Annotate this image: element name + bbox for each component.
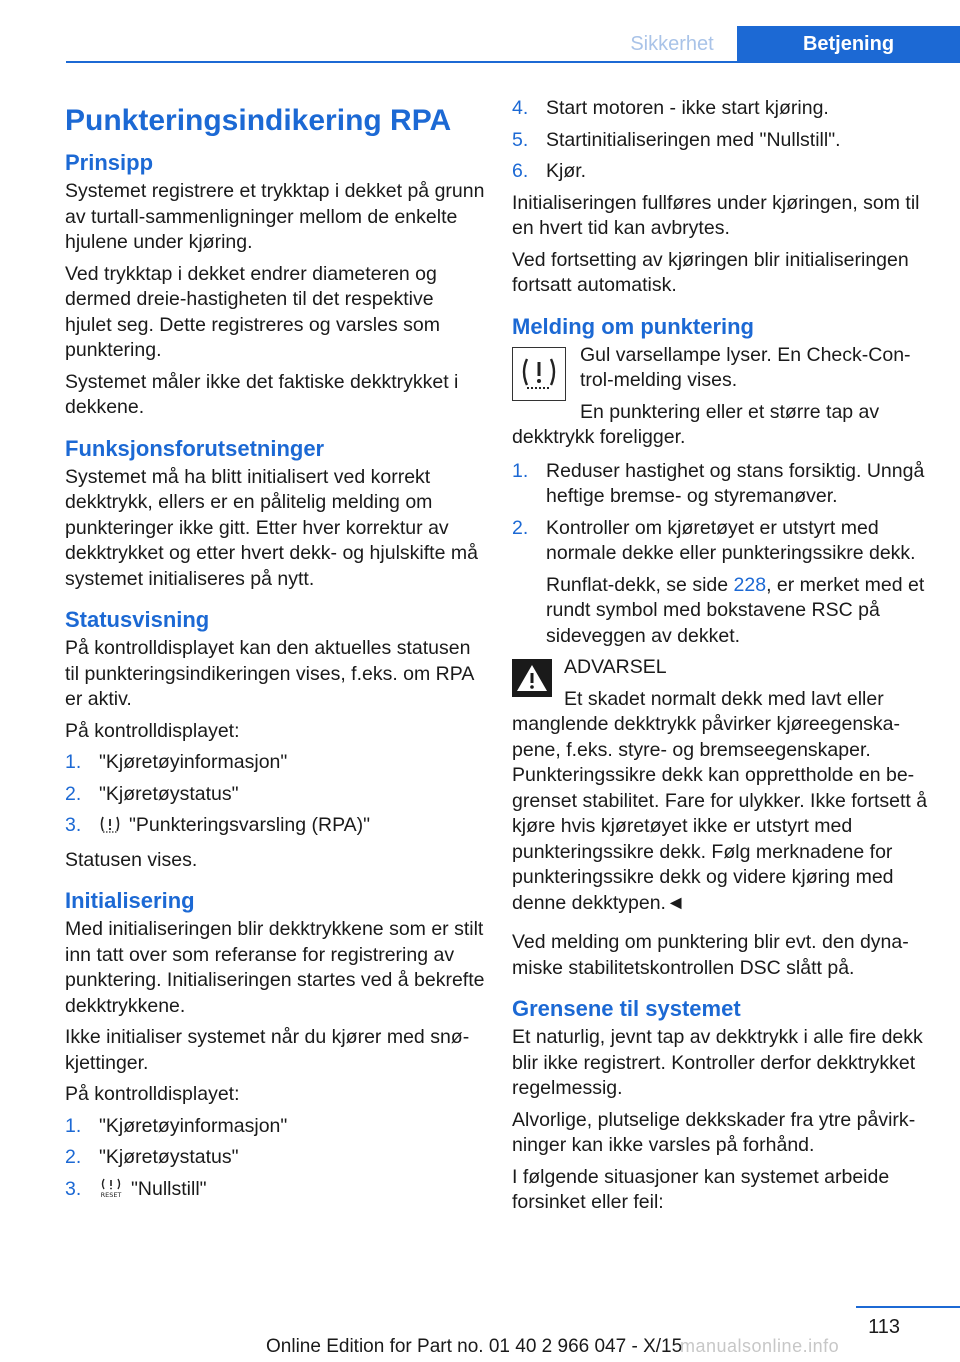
step-text: "Kjøretøyinformasjon" bbox=[99, 751, 288, 773]
step-number: 2. bbox=[65, 782, 82, 805]
step-text: Kjør. bbox=[546, 160, 587, 182]
status-steps bbox=[65, 750, 485, 842]
step-text: Kontroller om kjøretøyet er utstyrt med normale dekke eller punkteringssikre dekk. bbox=[546, 516, 916, 564]
paragraph: I følgende situasjoner kan systemet arbeide forsinket eller feil: bbox=[512, 1165, 890, 1213]
list-item bbox=[65, 1145, 485, 1171]
note-text: Runflat-dekk, se side bbox=[546, 573, 734, 596]
tab-sikkerhet[interactable]: Sikkerhet bbox=[610, 26, 734, 62]
heading-grensene-til-systemet: Grensene til systemet bbox=[512, 996, 741, 1021]
step-number: 3. bbox=[65, 814, 82, 836]
list-item bbox=[65, 1177, 485, 1206]
paragraph: Systemet må ha blitt initialisert ved korrekt dekktrykk, ellers er en pålitelig melding om punkteringer ikke gitt. Etter hver korrektur av dekktrykket og etter hvert dekk- og hjulskifte må systemet initialiseres på nytt. bbox=[65, 465, 478, 590]
heading-melding-om-punktering: Melding om punktering bbox=[512, 313, 754, 339]
paragraph: Statusen vises. bbox=[65, 848, 198, 871]
paragraph: På kontrolldisplayet: bbox=[65, 1083, 240, 1105]
list-item bbox=[512, 96, 930, 122]
step-number: 4. bbox=[512, 97, 529, 119]
paragraph: Initialiseringen fullføres under kjøringen, som til en hvert tid kan avbrytes. bbox=[512, 191, 920, 239]
step-text: Startinitialiseringen med "Nullstill". bbox=[546, 128, 841, 151]
paragraph: Ved melding om punktering blir evt. den dynamiske stabilitetskontrollen DSC slått på. bbox=[512, 931, 909, 979]
warning-title: ADVARSEL bbox=[564, 656, 667, 678]
tpms-warning-lamp-icon bbox=[512, 347, 566, 401]
tpms-warning-block bbox=[512, 343, 930, 457]
paragraph: Med initialiseringen blir dekktrykkene som er stilt inn tatt over som referanse for registrering av punktering. Initialiseringen startes ved å bekrefte dekktrykkene. bbox=[65, 918, 485, 1017]
list-item bbox=[65, 1114, 485, 1140]
paragraph: Systemet registrere et trykktap i dekket på grunn av turtall-sammenligninger mellom de enkelte hjulene under kjøring. bbox=[65, 180, 485, 253]
step-number: 1. bbox=[512, 459, 529, 482]
paragraph: Systemet måler ikke det faktiske dekktrykket i dekkene. bbox=[65, 370, 459, 418]
step-text: "Kjøretøystatus" bbox=[99, 782, 239, 805]
step-number: 5. bbox=[512, 128, 529, 151]
puncture-steps bbox=[512, 459, 930, 650]
list-item bbox=[65, 813, 485, 842]
tire-pressure-icon bbox=[99, 816, 121, 842]
footer-rule bbox=[856, 1306, 960, 1308]
header-rule bbox=[66, 61, 960, 63]
step-text: "Kjøretøyinformasjon" bbox=[99, 1114, 288, 1137]
tire-reset-icon bbox=[99, 1178, 123, 1206]
paragraph: Alvorlige, plutselige dekkskader fra ytre påvirkninger kan ikke varsles på forhånd. bbox=[512, 1108, 916, 1156]
paragraph: Gul varsellampe lyser. En Check-Control-melding vises. bbox=[580, 343, 911, 391]
step-text: "Nullstill" bbox=[131, 1177, 207, 1200]
list-item bbox=[65, 750, 485, 776]
paragraph: Ved trykktap i dekket endrer diameteren og dermed dreie-hastigheten til det respektive hjulet seg. Dette registreres og varsles som punktering. bbox=[65, 262, 440, 361]
list-item bbox=[512, 459, 930, 510]
tab-betjening[interactable]: Betjening bbox=[737, 26, 960, 62]
watermark: manualsonline.info bbox=[680, 1336, 840, 1356]
paragraph: Ikke initialiser systemet når du kjører med snøkjettinger. bbox=[65, 1026, 470, 1074]
step-text: Reduser hastighet og stans forsiktig. Unngå heftige bremse- og styremanøver. bbox=[546, 459, 925, 507]
warning-triangle-icon bbox=[512, 659, 552, 697]
list-item bbox=[512, 128, 930, 154]
list-item bbox=[65, 782, 485, 808]
step-number: 1. bbox=[65, 751, 82, 773]
list-item bbox=[512, 159, 930, 185]
paragraph: På kontrolldisplayet kan den aktuelles statusen til punkteringsindikeringen vises, f.eks. om RPA er aktiv. bbox=[65, 637, 474, 710]
list-item bbox=[512, 516, 930, 650]
step-number: 2. bbox=[512, 516, 529, 539]
step-text: Start motoren - ikke start kjøring. bbox=[546, 97, 829, 119]
step-number: 1. bbox=[65, 1114, 82, 1137]
page-title: Punkteringsindikering RPA bbox=[65, 104, 452, 137]
warning-block bbox=[512, 655, 930, 922]
heading-prinsipp: Prinsipp bbox=[65, 150, 154, 175]
left-column bbox=[65, 96, 485, 1211]
step-number: 3. bbox=[65, 1177, 82, 1200]
step-text: "Punkteringsvarsling (RPA)" bbox=[129, 814, 371, 836]
note-text: , er merket med et rundt symbol med bokstavene RSC på sideveggen av dekket. bbox=[546, 573, 925, 647]
paragraph: På kontrolldisplayet: bbox=[65, 719, 240, 742]
page-link-228[interactable]: 228 bbox=[733, 573, 767, 596]
step-text: "Kjøretøystatus" bbox=[99, 1146, 239, 1168]
heading-initialisering: Initialisering bbox=[65, 888, 195, 913]
init-steps bbox=[65, 1114, 485, 1206]
heading-funksjonsforutsetninger: Funksjonsforutsetninger bbox=[65, 435, 325, 461]
step-number: 2. bbox=[65, 1146, 82, 1168]
warning-text: Et skadet normalt dekk med lavt eller manglende dekktrykk påvirker kjøreegenskapene, f.eks. styre- og bremseegenskaper. Punkteringssikre dekk kan opprettholde en begrenset stabilitet. Fare for ulykker. Ikke fortsett å kjøre hvis kjøretøyet ikke er utstyrt med punkteringssikre dekk. Følg merknadene for punkteringssikre dekk og videre kjøring med denne dekktypen.◄ bbox=[512, 687, 928, 914]
step-number: 6. bbox=[512, 160, 529, 182]
paragraph: Ved fortsetting av kjøringen blir initialiseringen fortsatt automatisk. bbox=[512, 248, 909, 296]
page-number: 113 bbox=[868, 1316, 900, 1338]
paragraph: Et naturlig, jevnt tap av dekktrykk i alle fire dekk blir ikke registrert. Kontroller derfor dekktrykket regelmessig. bbox=[512, 1026, 923, 1099]
heading-statusvisning: Statusvisning bbox=[65, 607, 210, 632]
edition-line: Online Edition for Part no. 01 40 2 966 047 - X/15 bbox=[266, 1336, 683, 1357]
runflat-note bbox=[546, 573, 930, 650]
init-steps-continued bbox=[512, 96, 930, 185]
reset-icon-label: RESET bbox=[100, 1190, 122, 1198]
paragraph: En punktering eller et større tap av dekktrykk foreligger. bbox=[512, 400, 880, 448]
right-column bbox=[512, 96, 930, 1222]
